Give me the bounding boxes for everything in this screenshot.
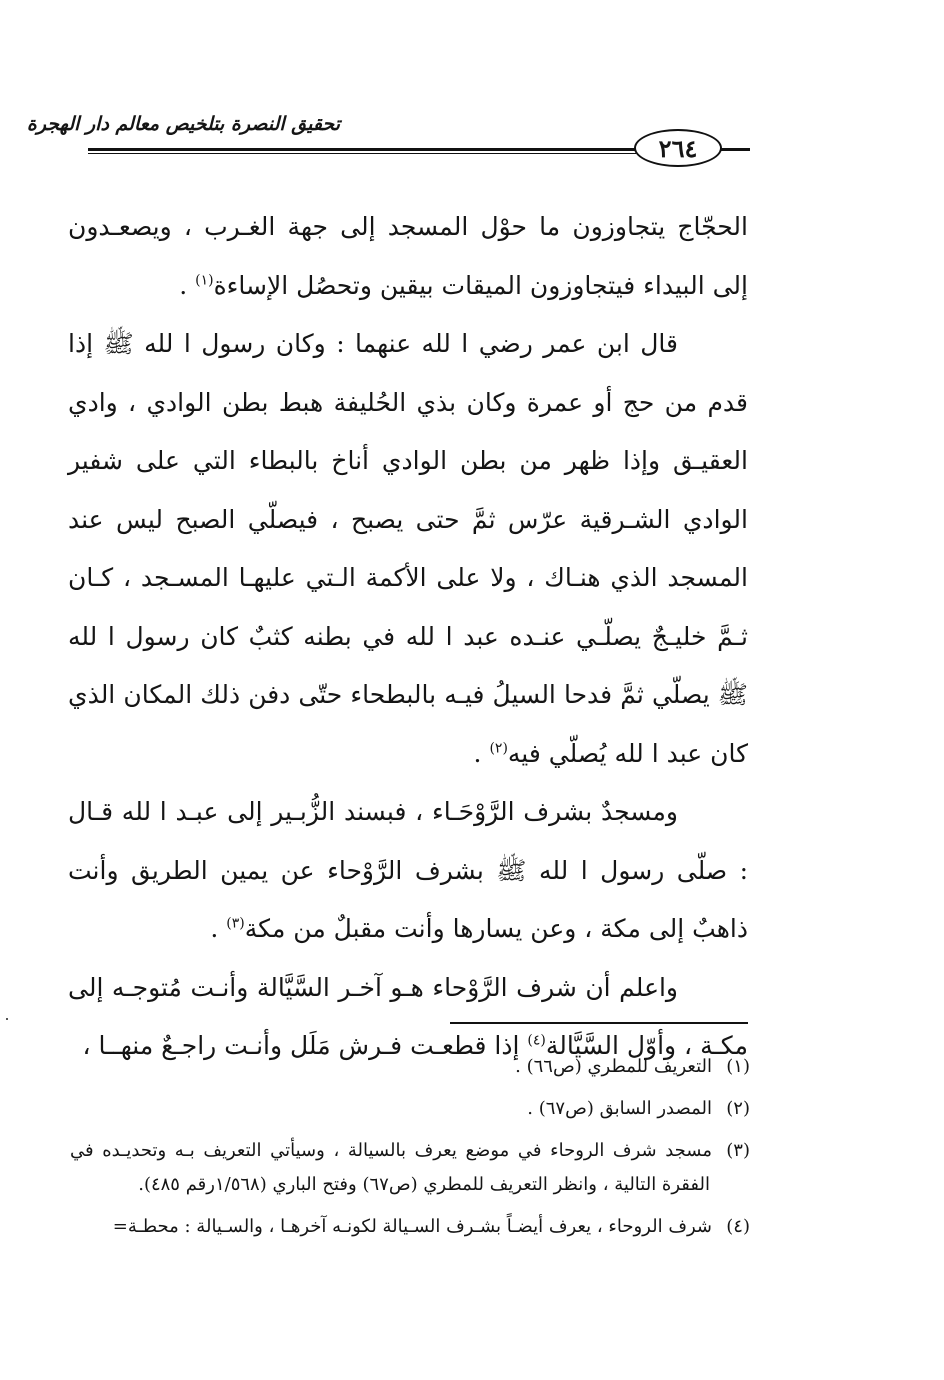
paragraph-1 — [68, 198, 748, 315]
header-rule-thin — [88, 153, 636, 154]
paragraph-3-text: ومسجدٌ بشرف الرَّوْحَـاء ، فبسند الزُّبـير إلى عبـد ا لله قـال : صلّى رسول ا لله ﷺ بشرف الرَّوْحاء عن يمين الطريق وأنت ذاهبٌ إلى مكة ، وعن يسارها وأنت مقبلٌ من مكة — [68, 797, 748, 943]
paragraph-2-text: قال ابن عمر رضي ا لله عنهما : وكان رسول ا لله ﷺ إذا قدم من حج أو عمرة وكان بذي الحُليفة هبط بطن الوادي ، وادي العقيـق وإذا ظهر من بطن الوادي أناخ بالبطاء التي على شفير الوادي الشـرقية عرّس ثمَّ حتى يصبح ، فيصلّي الصبح ليس عند المسجد الذي هنـاك ، ولا على الأكمة الـتي عليهـا المسـجد ، كـان ثـمَّ خليـجٌ يصلّـي عنـده عبد ا لله في بطنه كثبٌ كان رسول ا لله ﷺ يصلّي ثمَّ فدحا السيلُ فيـه بالبطحاء حتّى دفن ذلك المكان الذي كان عبد ا لله يُصلّي فيه — [68, 329, 748, 768]
footnote-number: (١) — [726, 1056, 750, 1077]
footnote-number: (٣) — [726, 1140, 750, 1161]
paragraph-3 — [68, 783, 748, 959]
footnote-number: (٤) — [726, 1216, 750, 1237]
footnote-2 — [70, 1092, 750, 1126]
paragraph-2-tail: . — [473, 738, 490, 768]
footnote-text: التعريف للمطري (ص٦٦) . — [515, 1056, 712, 1077]
header-rule — [88, 148, 636, 151]
footnotes — [70, 1050, 750, 1252]
footnote-number: (٢) — [726, 1098, 750, 1119]
footnote-text: المصدر السابق (ص٦٧) . — [527, 1098, 712, 1119]
header-rule-right — [720, 148, 750, 151]
paragraph-1-tail: . — [179, 270, 196, 300]
footnote-ref-1[interactable]: (١) — [195, 272, 214, 289]
footnote-text: مسجد شرف الروحاء في موضع يعرف بالسيالة ، وسيأتي التعريف بـه وتحديـده في الفقرة التالية ، وانظر التعريف للمطري (ص٦٧) وفتح الباري (١/٥٦٨رقم ٤٨٥). — [70, 1140, 712, 1195]
footnote-text: شرف الروحاء ، يعرف أيضـاً بشـرف السـيالة لكونـه آخرهـا ، والسـيالة : محطـة= — [112, 1216, 712, 1237]
paragraph-4-text-b: إذا قطعـت فـرش مَلَل وأنـت راجـعٌ منهــا ، — [82, 1031, 528, 1060]
paragraph-3-tail: . — [210, 914, 227, 943]
paragraph-2 — [68, 315, 748, 783]
scan-speck — [6, 1018, 8, 1020]
page-number-badge — [634, 129, 722, 167]
main-text — [68, 198, 748, 1076]
footnote-ref-3[interactable]: (٣) — [226, 915, 245, 932]
running-header-title: تحقيق النصرة بتلخيص معالم دار الهجرة — [26, 113, 340, 135]
footnote-ref-4[interactable]: (٤) — [527, 1032, 546, 1049]
footnote-1 — [70, 1050, 750, 1084]
footnote-4 — [70, 1210, 750, 1244]
footnote-ref-2[interactable]: (٢) — [489, 740, 508, 757]
paragraph-1-text: الحجّاج يتجاوزون ما حوْل المسجد إلى جهة الغـرب ، ويصعـدون إلى البيداء فيتجاوزون الميقات بيقين وتحصُل الإساءة — [68, 212, 748, 300]
paragraph-4-text-a: واعلم أن شرف الرَّوْحاء هـو آخـر السَّيَّالة وأنـت مُتوجـه إلى مكـة ، وأوّل السَّيَّالة — [68, 972, 748, 1060]
footnote-separator — [450, 1022, 748, 1024]
page-number: ٢٦٤ — [658, 133, 698, 163]
footnote-3 — [70, 1134, 750, 1202]
